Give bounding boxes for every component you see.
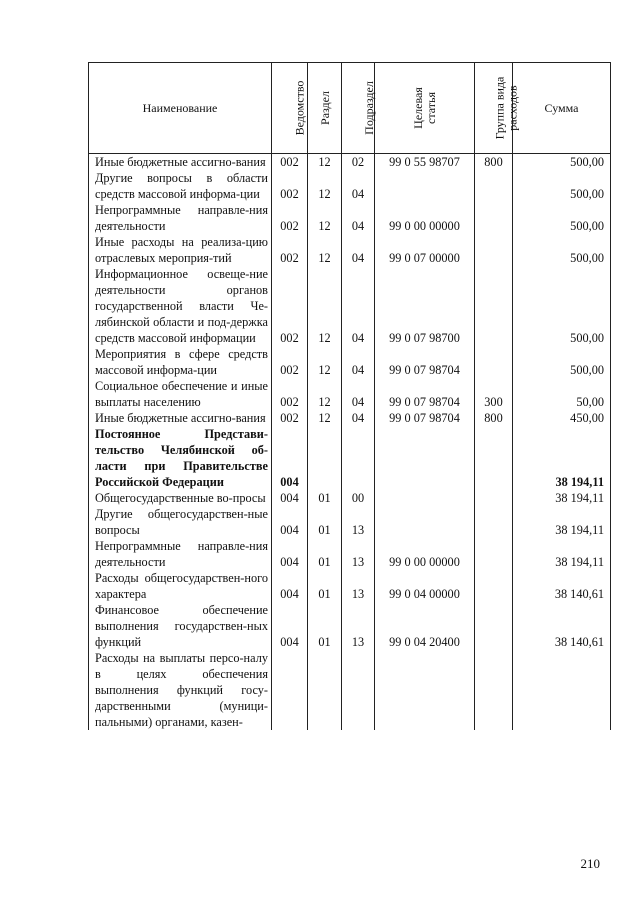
cell-name: Иные расходы на реализа-цию отраслевых мероприя-тий	[89, 234, 272, 266]
table-row	[89, 506, 611, 538]
cell-podrazdel: 13	[342, 506, 375, 538]
cell-celevaya-statya: 99 0 07 98704	[375, 346, 475, 378]
cell-name: Иные бюджетные ассигно-вания	[89, 154, 272, 171]
cell-podrazdel: 13	[342, 602, 375, 650]
cell-celevaya-statya: 99 0 55 98707	[375, 154, 475, 171]
cell-name: Постоянное Представи-тельство Челябинской об-ласти при Правительстве Российской Федерации	[89, 426, 272, 490]
cell-summa: 500,00	[513, 202, 611, 234]
cell-razdel: 12	[308, 266, 342, 346]
cell-razdel: 01	[308, 506, 342, 538]
header-name: Наименование	[89, 63, 272, 154]
cell-vedomstvo: 002	[272, 202, 308, 234]
cell-name: Информационное освеще-ние деятельности органов государственной власти Че-лябинской области и под-держка средств массовой информации	[89, 266, 272, 346]
table-row	[89, 378, 611, 410]
cell-vedomstvo: 002	[272, 154, 308, 171]
cell-celevaya-statya	[375, 426, 475, 490]
cell-podrazdel: 04	[342, 202, 375, 234]
cell-razdel: 01	[308, 538, 342, 570]
cell-vedomstvo: 004	[272, 602, 308, 650]
cell-razdel	[308, 426, 342, 490]
cell-gruppa	[475, 170, 513, 202]
cell-gruppa	[475, 346, 513, 378]
cell-summa: 38 194,11	[513, 506, 611, 538]
cell-summa: 38 194,11	[513, 426, 611, 490]
cell-celevaya-statya: 99 0 00 00000	[375, 202, 475, 234]
cell-name: Расходы на выплаты персо-налу в целях обеспечения выполнения функций госу-дарственными (муници-пальными) органами, казен-	[89, 650, 272, 730]
cell-vedomstvo: 002	[272, 378, 308, 410]
cell-gruppa: 800	[475, 154, 513, 171]
cell-celevaya-statya: 99 0 07 98704	[375, 410, 475, 426]
cell-celevaya-statya: 99 0 00 00000	[375, 538, 475, 570]
cell-razdel: 12	[308, 346, 342, 378]
cell-summa: 500,00	[513, 170, 611, 202]
table-row	[89, 490, 611, 506]
cell-podrazdel: 04	[342, 410, 375, 426]
cell-podrazdel: 02	[342, 154, 375, 171]
cell-razdel: 12	[308, 154, 342, 171]
cell-summa: 38 194,11	[513, 538, 611, 570]
header-podrazdel: Подраздел	[342, 63, 375, 154]
cell-gruppa	[475, 490, 513, 506]
cell-podrazdel: 00	[342, 490, 375, 506]
cell-summa: 38 140,61	[513, 570, 611, 602]
table-row	[89, 234, 611, 266]
cell-name: Иные бюджетные ассигно-вания	[89, 410, 272, 426]
table-body	[89, 154, 611, 731]
table-row	[89, 266, 611, 346]
cell-celevaya-statya: 99 0 07 98704	[375, 378, 475, 410]
table-row	[89, 570, 611, 602]
cell-razdel: 01	[308, 602, 342, 650]
cell-podrazdel: 04	[342, 266, 375, 346]
cell-gruppa	[475, 506, 513, 538]
cell-name: Непрограммные направле-ния деятельности	[89, 202, 272, 234]
table-row	[89, 346, 611, 378]
cell-razdel	[308, 650, 342, 730]
table-row	[89, 154, 611, 171]
cell-gruppa: 800	[475, 410, 513, 426]
cell-vedomstvo: 004	[272, 490, 308, 506]
cell-vedomstvo: 004	[272, 538, 308, 570]
cell-celevaya-statya: 99 0 07 00000	[375, 234, 475, 266]
cell-summa: 38 140,61	[513, 602, 611, 650]
cell-gruppa	[475, 234, 513, 266]
page-number: 210	[580, 856, 600, 871]
cell-celevaya-statya: 99 0 07 98700	[375, 266, 475, 346]
header-gruppa-vida-rashodov: Группа вида расходов	[475, 63, 513, 154]
cell-vedomstvo: 002	[272, 170, 308, 202]
cell-celevaya-statya	[375, 490, 475, 506]
cell-podrazdel	[342, 650, 375, 730]
cell-razdel: 12	[308, 170, 342, 202]
cell-celevaya-statya: 99 0 04 20400	[375, 602, 475, 650]
header-vedomstvo: Ведомство	[272, 63, 308, 154]
table-row	[89, 426, 611, 490]
cell-vedomstvo: 002	[272, 410, 308, 426]
cell-celevaya-statya	[375, 170, 475, 202]
cell-summa: 500,00	[513, 266, 611, 346]
cell-name: Расходы общегосударствен-ного характера	[89, 570, 272, 602]
cell-razdel: 01	[308, 490, 342, 506]
cell-vedomstvo: 002	[272, 346, 308, 378]
header-summa: Сумма	[513, 63, 611, 154]
budget-table	[88, 62, 611, 730]
cell-name: Социальное обеспечение и иные выплаты населению	[89, 378, 272, 410]
table-row	[89, 410, 611, 426]
cell-name: Другие общегосударствен-ные вопросы	[89, 506, 272, 538]
cell-gruppa	[475, 202, 513, 234]
table-row	[89, 538, 611, 570]
table-row	[89, 650, 611, 730]
cell-vedomstvo: 004	[272, 570, 308, 602]
table-row	[89, 202, 611, 234]
cell-vedomstvo: 002	[272, 266, 308, 346]
cell-celevaya-statya: 99 0 04 00000	[375, 570, 475, 602]
cell-name: Общегосударственные во-просы	[89, 490, 272, 506]
cell-summa: 450,00	[513, 410, 611, 426]
cell-name: Мероприятия в сфере средств массовой информа-ции	[89, 346, 272, 378]
cell-gruppa	[475, 650, 513, 730]
cell-gruppa	[475, 266, 513, 346]
cell-podrazdel: 04	[342, 378, 375, 410]
cell-summa: 500,00	[513, 154, 611, 171]
cell-summa: 38 194,11	[513, 490, 611, 506]
cell-podrazdel: 04	[342, 346, 375, 378]
cell-gruppa	[475, 426, 513, 490]
cell-podrazdel: 04	[342, 170, 375, 202]
cell-summa: 500,00	[513, 234, 611, 266]
cell-name: Другие вопросы в области средств массовой информа-ции	[89, 170, 272, 202]
cell-gruppa	[475, 602, 513, 650]
cell-summa: 500,00	[513, 346, 611, 378]
cell-podrazdel: 13	[342, 538, 375, 570]
cell-podrazdel: 04	[342, 234, 375, 266]
cell-razdel: 12	[308, 234, 342, 266]
cell-vedomstvo	[272, 650, 308, 730]
table-row	[89, 602, 611, 650]
cell-vedomstvo: 002	[272, 234, 308, 266]
header-razdel: Раздел	[308, 63, 342, 154]
cell-podrazdel: 13	[342, 570, 375, 602]
cell-vedomstvo: 004	[272, 426, 308, 490]
cell-gruppa	[475, 570, 513, 602]
cell-vedomstvo: 004	[272, 506, 308, 538]
cell-gruppa: 300	[475, 378, 513, 410]
table-row	[89, 170, 611, 202]
cell-razdel: 12	[308, 378, 342, 410]
table-header	[89, 63, 611, 154]
cell-name: Непрограммные направле-ния деятельности	[89, 538, 272, 570]
cell-razdel: 12	[308, 202, 342, 234]
cell-summa	[513, 650, 611, 730]
cell-celevaya-statya	[375, 650, 475, 730]
cell-podrazdel	[342, 426, 375, 490]
cell-razdel: 12	[308, 410, 342, 426]
cell-summa: 50,00	[513, 378, 611, 410]
cell-gruppa	[475, 538, 513, 570]
cell-celevaya-statya	[375, 506, 475, 538]
header-celevaya-statya: Целевая статья	[375, 63, 475, 154]
cell-razdel: 01	[308, 570, 342, 602]
cell-name: Финансовое обеспечение выполнения государствен-ных функций	[89, 602, 272, 650]
